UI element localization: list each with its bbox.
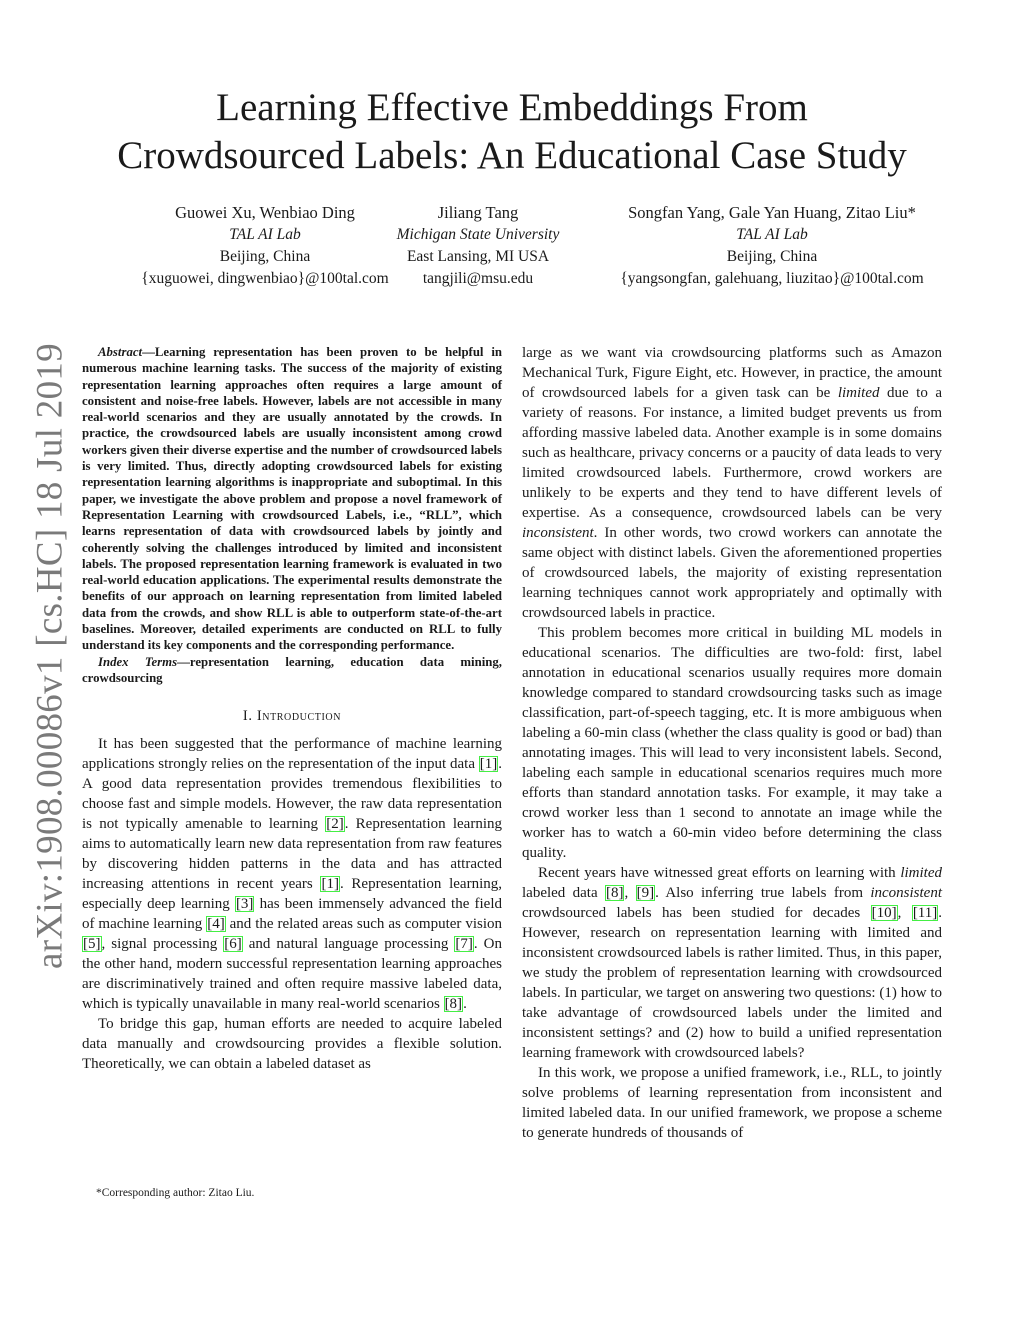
author-affiliation: Michigan State University	[396, 226, 560, 243]
author-location: East Lansing, MI USA	[406, 248, 550, 265]
text-run: . Also inferring true labels from	[655, 885, 871, 901]
citation-link[interactable]: [1]	[321, 876, 339, 893]
right-paragraph-2: This problem becomes more critical in building ML models in educational scenarios. The difficulties are two-fold: first, label annotation in educational scenarios usually requires more domain knowledge compared to standard crowdsourcing tasks such as image classification, part-of-speech tagging, etc. It is more ambiguous when labeling a 60-min class (whether the class quality is good or bad) than annotating images. This will lead to very inconsistent labels. Second, labeling each sample in educational scenarios requires much more efforts than standard annotation tasks. For example, it may take a crowd worker less than 1 second to annotate an image while the worker has to watch a 60-min video before determining the class quality.	[522, 625, 942, 861]
citation-link[interactable]: [8]	[444, 996, 463, 1013]
text-run: . Representation learning, especially deep learning	[82, 876, 502, 913]
text-run: . Representation learning aims to automatically learn new data representation from raw features by discovering hidden patterns in the data and has attracted increasing attentions in recent years	[82, 816, 502, 893]
author-affiliation: TAL AI Lab	[736, 226, 808, 243]
author-location: Beijing, China	[726, 248, 818, 265]
text-run: It has been suggested that the performance of machine learning applications strongly relies on the representation of the input data	[82, 736, 502, 773]
citation-link[interactable]: [7]	[455, 936, 473, 953]
author-block-2	[370, 202, 586, 290]
text-run: . A good data representation provides tremendous flexibilities to choose fast and simple models. However, the raw data representation is not typically amenable to learning	[82, 756, 502, 833]
intro-paragraph-1	[82, 734, 502, 1014]
right-paragraph-4: In this work, we propose a unified framework, i.e., RLL, to jointly solve problems of learning representation from inconsistent and limited labeled data. In our unified framework, we propose a scheme to generate hundreds of thousands of	[522, 1065, 942, 1141]
emphasis: limited	[837, 385, 880, 401]
text-run: large as we want via crowdsourcing platforms such as Amazon Mechanical Turk, Figure Eight, etc. However, in practice, the amount of crowdsourced labels for a given task can be	[522, 345, 942, 401]
intro-paragraph-2: To bridge this gap, human efforts are needed to acquire labeled data manually and crowdsourcing provides a flexible solution. Theoretically, we can obtain a labeled dataset as	[82, 1016, 502, 1073]
index-terms-text: —representation learning, education data mining, crowdsourcing	[82, 654, 502, 685]
citation-link[interactable]: [3]	[235, 896, 254, 913]
arxiv-identifier: arXiv:1908.00086v1 [cs.HC] 18 Jul 2019	[29, 343, 71, 969]
section-heading-introduction	[82, 706, 502, 726]
text-run: . On the other hand, modern successful representation learning approaches are discriminatively trained and often require massive labeled data, which is typically unavailable in many real-world scenarios	[82, 936, 502, 1013]
abstract	[82, 344, 502, 654]
citation-link[interactable]: [10]	[871, 905, 897, 921]
author-affiliation: TAL AI Lab	[229, 226, 301, 243]
paper-title	[60, 84, 964, 180]
arxiv-side-stamp	[20, 343, 80, 969]
right-column	[522, 343, 942, 1143]
citation-link[interactable]: [5]	[83, 936, 101, 953]
text-run: Recent years have witnessed great efforts on learning with	[538, 865, 901, 881]
emphasis: inconsistent	[522, 525, 594, 541]
citation-link[interactable]: [1]	[479, 756, 498, 773]
abstract-text: —Learning representation has been proven to be helpful in numerous machine learning tasks. The success of the majority of existing representation learning approaches often requires a large amount of consistent and noise-free labels. However, labels are not accessible in many real-world scenarios and they are usually annotated by the crowds. In practice, the crowdsourced labels are usually inconsistent among crowd workers given their diverse expertise and the number of crowdsourced labels is very limited. Thus, directly adopting crowdsourced labels for existing representation learning algorithms is inappropriate and suboptimal. In this paper, we investigate the above problem and propose a novel framework of Representation Learning with crowdsourced Labels, i.e., “RLL”, which learns representation of data with crowdsourced labels by jointly and coherently solving the challenges introduced by limited and inconsistent labels. The proposed representation learning framework is evaluated in two real-world education applications. The experimental results demonstrate the benefits of our approach on learning representation from limited labeled data from the crowds, and show RLL is able to outperform state-of-the-art baselines. Moreover, detailed experiments are conducted on RLL to fully understand its key components and the corresponding performance.	[82, 345, 502, 653]
text-run: has been immensely advanced the field of machine learning	[82, 896, 503, 933]
emphasis: inconsistent	[870, 885, 942, 901]
index-terms-label: Index Terms	[98, 654, 178, 669]
section-number: I.	[242, 708, 253, 725]
citation-link[interactable]: [9]	[636, 885, 655, 901]
text-run: . In other words, two crowd workers can annotate the same object with distinct labels. Given the aforementioned properties of crowdsourced labels, the majority of existing representation learning techniques cannot work appropriately and optimally with crowdsourced labels in practice.	[522, 525, 942, 621]
text-run: crowdsourced labels has been studied for decades	[522, 905, 871, 921]
text-run: labeled data	[522, 885, 605, 901]
citation-link[interactable]: [8]	[605, 885, 624, 901]
right-paragraph-1	[522, 343, 942, 623]
author-names: Guowei Xu, Wenbiao Ding	[175, 203, 355, 222]
text-run: . However, research on representation learning with limited and inconsistent crowdsourced labels is rather limited. Thus, in this paper, we study the problem of representation learning with crowdsourced labels. In particular, we target on answering two questions: (1) how to take advantage of crowdsourced labels under the limited and inconsistent settings? and (2) how to build a unified representation learning framework with crowdsourced labels?	[522, 905, 942, 1061]
text-run: and the related areas such as computer vision	[225, 916, 502, 933]
citation-link[interactable]: [6]	[224, 936, 242, 953]
left-column	[82, 344, 502, 1074]
citation-link[interactable]: [11]	[912, 905, 938, 921]
text-run: and natural language processing	[242, 936, 455, 953]
author-names: Jiliang Tang	[437, 203, 519, 222]
emphasis: limited	[900, 865, 942, 881]
citation-link[interactable]: [4]	[207, 916, 225, 933]
author-names: Songfan Yang, Gale Yan Huang, Zitao Liu*	[628, 203, 916, 222]
author-email: {yangsongfan, galehuang, liuzitao}@100tal.com	[620, 270, 924, 287]
author-email: {xuguowei, dingwenbiao}@100tal.com	[141, 270, 389, 287]
citation-link[interactable]: [2]	[326, 816, 344, 833]
text-run: due to a variety of reasons. For instance, a limited budget prevents us from affording massive labeled data. Another example is in some domains such as healthcare, privacy concerns or a paucity of data leads to very limited crowdsourced labels. Furthermore, crowd workers are unlikely to be experts and they tend to have different levels of expertise. As a consequence, crowdsourced labels can be very	[522, 385, 942, 521]
abstract-label: Abstract	[98, 345, 143, 359]
author-block-3	[570, 202, 974, 290]
text-run: , signal processing	[101, 936, 224, 953]
title-line-2: Crowdsourced Labels: An Educational Case Study	[117, 134, 907, 177]
text-run: ,	[897, 905, 912, 921]
author-location: Beijing, China	[219, 248, 311, 265]
text-run: .	[463, 996, 467, 1013]
section-title: Introduction	[256, 708, 342, 725]
index-terms	[82, 654, 502, 687]
text-run: ,	[624, 885, 636, 901]
right-paragraph-3	[522, 863, 942, 1063]
title-line-1: Learning Effective Embeddings From	[216, 86, 808, 129]
author-email: tangjili@msu.edu	[422, 270, 534, 287]
footnote: *Corresponding author: Zitao Liu.	[96, 1187, 255, 1199]
